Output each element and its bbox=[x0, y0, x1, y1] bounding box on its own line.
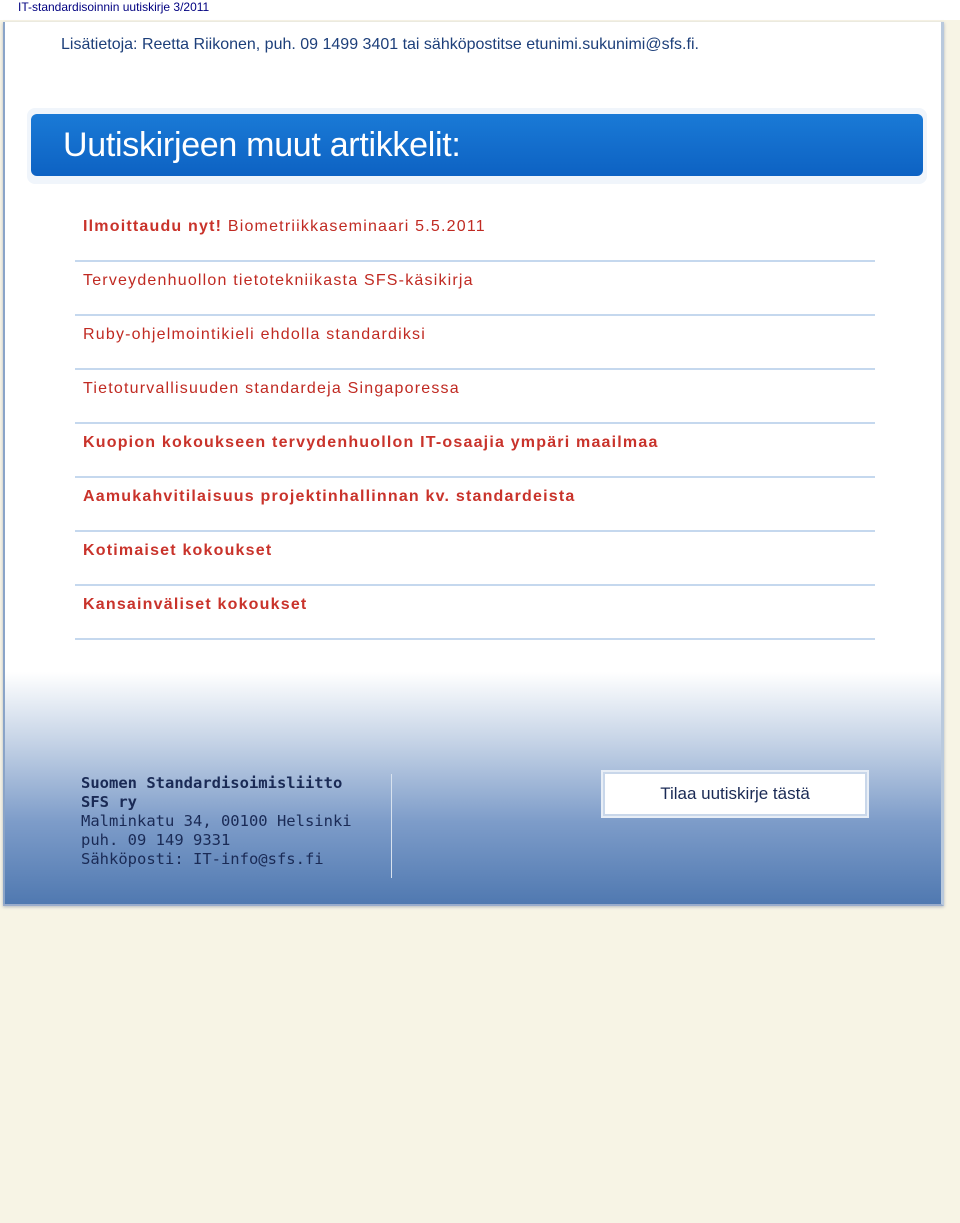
article-link-suffix: Biometriikkaseminaari 5.5.2011 bbox=[222, 218, 486, 235]
org-short-name: SFS ry bbox=[81, 793, 137, 811]
contact-info: Lisätietoja: Reetta Riikonen, puh. 09 1499 3401 tai sähköpostitse etunimi.sukunimi@sfs.fi. bbox=[61, 36, 699, 53]
org-name: Suomen Standardisoimisliitto bbox=[81, 774, 343, 792]
list-item bbox=[75, 424, 875, 478]
list-item bbox=[75, 316, 875, 370]
article-list bbox=[75, 208, 875, 640]
page-header bbox=[0, 0, 960, 20]
org-email: Sähköposti: IT-info@sfs.fi bbox=[81, 850, 324, 868]
article-link-international-meetings[interactable]: Kansainväliset kokoukset bbox=[83, 596, 308, 613]
page-title: IT-standardisoinnin uutiskirje 3/2011 bbox=[18, 0, 210, 14]
list-item bbox=[75, 208, 875, 262]
article-link-ruby[interactable]: Ruby-ohjelmointikieli ehdolla standardiksi bbox=[83, 326, 426, 343]
list-item bbox=[75, 370, 875, 424]
org-address: Malminkatu 34, 00100 Helsinki bbox=[81, 812, 352, 830]
org-phone: puh. 09 149 9331 bbox=[81, 831, 231, 849]
subscribe-label: Tilaa uutiskirje tästä bbox=[660, 784, 810, 803]
section-banner-bar bbox=[31, 114, 923, 176]
newsletter-panel bbox=[3, 22, 944, 906]
article-link-biometrics[interactable] bbox=[83, 218, 486, 236]
article-link-security-singapore[interactable]: Tietoturvallisuuden standardeja Singaporessa bbox=[83, 380, 460, 397]
article-link-healthcare-handbook[interactable]: Terveydenhuollon tietotekniikasta SFS-käsikirja bbox=[83, 272, 474, 289]
section-title: Uutiskirjeen muut artikkelit: bbox=[63, 126, 461, 164]
list-item bbox=[75, 532, 875, 586]
article-link-domestic-meetings[interactable]: Kotimaiset kokoukset bbox=[83, 542, 273, 559]
list-item bbox=[75, 586, 875, 640]
article-link-project-management[interactable]: Aamukahvitilaisuus projektinhallinnan kv. standardeista bbox=[83, 488, 576, 505]
list-item bbox=[75, 262, 875, 316]
organization-contact bbox=[81, 774, 392, 878]
article-link-prefix: Ilmoittaudu nyt! bbox=[83, 218, 223, 235]
panel-border bbox=[3, 22, 5, 904]
section-banner bbox=[27, 108, 927, 184]
article-link-kuopio-meeting[interactable]: Kuopion kokoukseen tervydenhuollon IT-osaajia ympäri maailmaa bbox=[83, 434, 659, 451]
subscribe-button[interactable] bbox=[603, 772, 867, 816]
list-item bbox=[75, 478, 875, 532]
